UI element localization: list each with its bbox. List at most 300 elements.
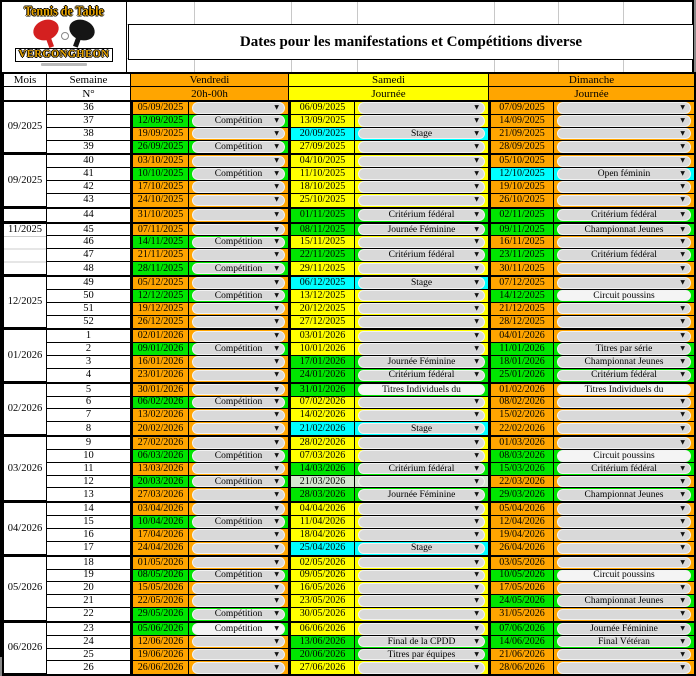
dropdown-arrow-icon[interactable]: ▼ [274,251,279,259]
vendredi-event-dropdown[interactable] [192,277,285,289]
dimanche-event-dropdown[interactable] [557,156,691,168]
samedi-event-dropdown[interactable] [358,516,485,528]
vendredi-event-dropdown[interactable] [192,463,285,475]
vendredi-date-cell: 03/04/2026 [131,503,189,516]
dimanche-event-dropdown[interactable] [557,343,691,355]
vendredi-event-dropdown[interactable] [192,529,285,541]
dimanche-event-dropdown[interactable] [557,463,691,475]
samedi-event-dropdown[interactable] [358,570,485,582]
dropdown-arrow-icon[interactable]: ▼ [474,451,479,459]
vendredi-event-dropdown[interactable] [192,263,285,275]
dropdown-arrow-icon[interactable]: ▼ [274,278,279,286]
vendredi-event-dropdown[interactable] [192,181,285,193]
dimanche-event-dropdown[interactable] [557,115,691,127]
vendredi-event-dropdown[interactable] [192,370,285,382]
samedi-event-dropdown[interactable] [358,209,485,221]
samedi-event-cell [355,224,489,237]
dropdown-arrow-icon[interactable]: ▼ [474,264,479,272]
samedi-event-dropdown[interactable] [358,115,485,127]
vendredi-event-dropdown[interactable] [192,623,285,635]
dimanche-event-dropdown[interactable] [557,489,691,501]
samedi-event-dropdown[interactable] [358,609,485,621]
samedi-event-dropdown[interactable] [358,181,485,193]
dropdown-arrow-icon[interactable]: ▼ [274,558,279,566]
dimanche-date-cell: 19/04/2026 [489,529,554,542]
samedi-event-dropdown[interactable] [358,476,485,488]
vendredi-event-dropdown[interactable] [192,128,285,140]
vendredi-event-dropdown[interactable] [192,343,285,355]
dropdown-arrow-icon[interactable]: ▼ [680,317,685,325]
dropdown-arrow-icon[interactable]: ▼ [680,424,685,432]
dropdown-arrow-icon[interactable]: ▼ [274,398,279,406]
dropdown-arrow-icon[interactable]: ▼ [474,103,479,111]
dropdown-arrow-icon[interactable]: ▼ [274,517,279,525]
dropdown-arrow-icon[interactable]: ▼ [474,571,479,579]
samedi-event-dropdown[interactable] [358,343,485,355]
dimanche-event-cell [554,356,694,369]
vendredi-event-dropdown[interactable] [192,489,285,501]
samedi-event-dropdown[interactable] [358,529,485,541]
dropdown-arrow-icon[interactable]: ▼ [680,225,685,233]
dimanche-event-dropdown[interactable] [557,331,691,343]
dimanche-event-dropdown[interactable] [557,141,691,153]
dropdown-arrow-icon[interactable]: ▼ [680,398,685,406]
dropdown-arrow-icon[interactable]: ▼ [680,624,685,632]
event-label: Compétition [214,450,263,461]
vendredi-event-dropdown[interactable] [192,141,285,153]
vendredi-event-dropdown[interactable] [192,115,285,127]
samedi-date-cell: 15/11/2025 [289,236,355,249]
dropdown-arrow-icon[interactable]: ▼ [474,225,479,233]
dropdown-arrow-icon[interactable]: ▼ [274,344,279,352]
dimanche-event-dropdown[interactable] [557,224,691,236]
dropdown-arrow-icon[interactable]: ▼ [680,637,685,645]
samedi-event-dropdown[interactable] [358,102,485,114]
dropdown-arrow-icon[interactable]: ▼ [274,142,279,150]
dropdown-arrow-icon[interactable]: ▼ [274,624,279,632]
samedi-event-dropdown[interactable] [358,595,485,607]
samedi-event-dropdown[interactable] [358,662,485,674]
dropdown-arrow-icon[interactable]: ▼ [274,424,279,432]
month-cell [4,209,47,222]
dropdown-arrow-icon[interactable]: ▼ [474,558,479,566]
dropdown-arrow-icon[interactable]: ▼ [474,530,479,538]
dropdown-arrow-icon[interactable]: ▼ [274,317,279,325]
vendredi-event-dropdown[interactable] [192,450,285,462]
dropdown-arrow-icon[interactable]: ▼ [474,610,479,618]
dropdown-arrow-icon[interactable]: ▼ [274,196,279,204]
samedi-event-cell [355,503,489,516]
dropdown-arrow-icon[interactable]: ▼ [274,451,279,459]
dropdown-arrow-icon[interactable]: ▼ [274,571,279,579]
dropdown-arrow-icon[interactable]: ▼ [274,505,279,513]
samedi-event-dropdown[interactable] [358,290,485,302]
dropdown-arrow-icon[interactable]: ▼ [274,264,279,272]
week-number-cell: 51 [47,303,131,316]
vendredi-event-dropdown[interactable] [192,516,285,528]
dropdown-arrow-icon[interactable]: ▼ [474,196,479,204]
dropdown-arrow-icon[interactable]: ▼ [274,637,279,645]
dropdown-arrow-icon[interactable]: ▼ [474,637,479,645]
dimanche-event-dropdown[interactable] [557,397,691,409]
vendredi-date-cell: 05/06/2026 [131,623,189,636]
dropdown-arrow-icon[interactable]: ▼ [274,116,279,124]
vendredi-event-dropdown[interactable] [192,209,285,221]
dimanche-event-dropdown[interactable] [557,437,691,449]
vendredi-date-cell: 15/05/2026 [131,582,189,595]
samedi-event-dropdown[interactable] [358,370,485,382]
dimanche-event-dropdown[interactable] [557,277,691,289]
samedi-event-dropdown[interactable] [358,636,485,648]
dropdown-arrow-icon[interactable]: ▼ [274,438,279,446]
dimanche-event-dropdown[interactable] [557,384,691,396]
vendredi-event-dropdown[interactable] [192,102,285,114]
samedi-event-dropdown[interactable] [358,649,485,661]
dropdown-arrow-icon[interactable]: ▼ [274,584,279,592]
dimanche-event-dropdown[interactable] [557,303,691,315]
week-number-cell: 20 [47,582,131,595]
dropdown-arrow-icon[interactable]: ▼ [474,304,479,312]
dimanche-event-dropdown[interactable] [557,557,691,569]
dropdown-arrow-icon[interactable]: ▼ [474,238,479,246]
vendredi-date-cell: 07/11/2025 [131,224,189,237]
dimanche-event-dropdown[interactable] [557,623,691,635]
vendredi-event-dropdown[interactable] [192,583,285,595]
samedi-event-cell [355,476,489,489]
week-number-cell: 38 [47,128,131,141]
dropdown-arrow-icon[interactable]: ▼ [474,182,479,190]
dropdown-arrow-icon[interactable]: ▼ [274,385,279,393]
dropdown-arrow-icon[interactable]: ▼ [680,596,685,604]
dimanche-event-dropdown[interactable] [557,195,691,207]
samedi-event-dropdown[interactable] [358,331,485,343]
dropdown-arrow-icon[interactable]: ▼ [274,371,279,379]
samedi-event-dropdown[interactable] [358,557,485,569]
dimanche-date-cell: 15/02/2026 [489,409,554,422]
vendredi-date-cell: 20/03/2026 [131,476,189,489]
samedi-event-dropdown[interactable] [358,303,485,315]
dropdown-arrow-icon[interactable]: ▼ [680,544,685,552]
dropdown-arrow-icon[interactable]: ▼ [680,129,685,137]
dimanche-event-dropdown[interactable] [557,370,691,382]
vendredi-event-dropdown[interactable] [192,476,285,488]
dropdown-arrow-icon[interactable]: ▼ [474,624,479,632]
dropdown-arrow-icon[interactable]: ▼ [680,650,685,658]
dropdown-arrow-icon[interactable]: ▼ [680,411,685,419]
dropdown-arrow-icon[interactable]: ▼ [274,411,279,419]
dropdown-arrow-icon[interactable]: ▼ [274,157,279,165]
vendredi-event-cell [189,542,289,555]
dropdown-arrow-icon[interactable]: ▼ [680,103,685,111]
samedi-event-dropdown[interactable] [358,263,485,275]
samedi-event-dropdown[interactable] [358,463,485,475]
dropdown-arrow-icon[interactable]: ▼ [274,129,279,137]
samedi-event-dropdown[interactable] [358,503,485,515]
vendredi-event-dropdown[interactable] [192,384,285,396]
samedi-event-dropdown[interactable] [358,156,485,168]
dimanche-event-cell [554,661,694,674]
dimanche-event-dropdown[interactable] [557,450,691,462]
samedi-event-dropdown[interactable] [358,543,485,555]
dropdown-arrow-icon[interactable]: ▼ [274,477,279,485]
dimanche-date-cell: 14/12/2025 [489,290,554,303]
dropdown-arrow-icon[interactable]: ▼ [474,357,479,365]
samedi-event-dropdown[interactable] [358,356,485,368]
vendredi-event-dropdown[interactable] [192,303,285,315]
dropdown-arrow-icon[interactable]: ▼ [474,490,479,498]
dimanche-event-dropdown[interactable] [557,237,691,249]
dropdown-arrow-icon[interactable]: ▼ [274,490,279,498]
dimanche-event-dropdown[interactable] [557,290,691,302]
samedi-event-dropdown[interactable] [358,423,485,435]
dropdown-arrow-icon[interactable]: ▼ [680,663,685,671]
dimanche-event-cell [554,102,694,115]
vendredi-event-dropdown[interactable] [192,437,285,449]
dropdown-arrow-icon[interactable]: ▼ [274,530,279,538]
dimanche-event-dropdown[interactable] [557,476,691,488]
vendredi-date-cell: 12/09/2025 [131,115,189,128]
samedi-date-cell: 07/02/2026 [289,397,355,410]
dropdown-arrow-icon[interactable]: ▼ [680,157,685,165]
dropdown-arrow-icon[interactable]: ▼ [274,103,279,111]
dropdown-arrow-icon[interactable]: ▼ [474,411,479,419]
dropdown-arrow-icon[interactable]: ▼ [474,278,479,286]
vendredi-event-dropdown[interactable] [192,224,285,236]
dimanche-event-dropdown[interactable] [557,423,691,435]
dimanche-event-dropdown[interactable] [557,168,691,180]
samedi-event-dropdown[interactable] [358,397,485,409]
dropdown-arrow-icon[interactable]: ▼ [474,371,479,379]
dropdown-arrow-icon[interactable]: ▼ [680,558,685,566]
dropdown-arrow-icon[interactable]: ▼ [680,464,685,472]
samedi-event-dropdown[interactable] [358,384,485,396]
week-number-cell: 26 [47,661,131,674]
dropdown-arrow-icon[interactable]: ▼ [474,157,479,165]
dropdown-arrow-icon[interactable]: ▼ [680,116,685,124]
dropdown-arrow-icon[interactable]: ▼ [474,317,479,325]
dimanche-event-dropdown[interactable] [557,503,691,515]
dropdown-arrow-icon[interactable]: ▼ [680,238,685,246]
vendredi-event-cell [189,141,289,154]
samedi-event-dropdown[interactable] [358,450,485,462]
vendredi-event-dropdown[interactable] [192,410,285,422]
dropdown-arrow-icon[interactable]: ▼ [274,610,279,618]
dropdown-arrow-icon[interactable]: ▼ [680,477,685,485]
dropdown-arrow-icon[interactable]: ▼ [274,169,279,177]
vendredi-event-dropdown[interactable] [192,570,285,582]
dropdown-arrow-icon[interactable]: ▼ [474,116,479,124]
vendredi-date-cell: 27/02/2026 [131,437,189,450]
dropdown-arrow-icon[interactable]: ▼ [274,357,279,365]
dropdown-arrow-icon[interactable]: ▼ [474,663,479,671]
dimanche-event-dropdown[interactable] [557,356,691,368]
samedi-event-dropdown[interactable] [358,623,485,635]
samedi-event-dropdown[interactable] [358,437,485,449]
dropdown-arrow-icon[interactable]: ▼ [474,517,479,525]
vendredi-event-dropdown[interactable] [192,290,285,302]
dimanche-event-dropdown[interactable] [557,263,691,275]
event-label: Compétition [214,237,263,248]
dropdown-arrow-icon[interactable]: ▼ [274,663,279,671]
dropdown-arrow-icon[interactable]: ▼ [474,291,479,299]
vendredi-event-dropdown[interactable] [192,662,285,674]
dropdown-arrow-icon[interactable]: ▼ [274,291,279,299]
samedi-event-dropdown[interactable] [358,249,485,261]
dropdown-arrow-icon[interactable]: ▼ [680,332,685,340]
dropdown-arrow-icon[interactable]: ▼ [474,505,479,513]
dimanche-event-dropdown[interactable] [557,595,691,607]
dropdown-arrow-icon[interactable]: ▼ [680,344,685,352]
event-label: Titres Individuels du [584,384,664,395]
dropdown-arrow-icon[interactable]: ▼ [474,129,479,137]
dropdown-arrow-icon[interactable]: ▼ [274,332,279,340]
dropdown-arrow-icon[interactable]: ▼ [474,650,479,658]
dropdown-arrow-icon[interactable]: ▼ [474,344,479,352]
week-number-cell: 9 [47,437,131,450]
vendredi-event-dropdown[interactable] [192,557,285,569]
dropdown-arrow-icon[interactable]: ▼ [474,210,479,218]
dimanche-event-dropdown[interactable] [557,410,691,422]
dropdown-arrow-icon[interactable]: ▼ [680,610,685,618]
vendredi-event-dropdown[interactable] [192,543,285,555]
dropdown-arrow-icon[interactable]: ▼ [474,169,479,177]
dropdown-arrow-icon[interactable]: ▼ [680,371,685,379]
dropdown-arrow-icon[interactable]: ▼ [680,505,685,513]
dimanche-event-dropdown[interactable] [557,636,691,648]
dropdown-arrow-icon[interactable]: ▼ [680,251,685,259]
dimanche-event-dropdown[interactable] [557,570,691,582]
dropdown-arrow-icon[interactable]: ▼ [680,264,685,272]
dimanche-event-cell [554,384,694,397]
dimanche-event-dropdown[interactable] [557,102,691,114]
dropdown-arrow-icon[interactable]: ▼ [680,304,685,312]
dropdown-arrow-icon[interactable]: ▼ [274,225,279,233]
dropdown-arrow-icon[interactable]: ▼ [680,196,685,204]
dropdown-arrow-icon[interactable]: ▼ [680,584,685,592]
vendredi-event-dropdown[interactable] [192,595,285,607]
vendredi-event-dropdown[interactable] [192,423,285,435]
dropdown-arrow-icon[interactable]: ▼ [680,142,685,150]
samedi-event-dropdown[interactable] [358,128,485,140]
vendredi-event-dropdown[interactable] [192,249,285,261]
dropdown-arrow-icon[interactable]: ▼ [474,398,479,406]
header-samedi: Samedi [289,74,489,87]
dropdown-arrow-icon[interactable]: ▼ [474,596,479,604]
vendredi-event-dropdown[interactable] [192,331,285,343]
vendredi-event-dropdown[interactable] [192,609,285,621]
dropdown-arrow-icon[interactable]: ▼ [680,438,685,446]
vendredi-event-dropdown[interactable] [192,636,285,648]
samedi-date-cell: 17/01/2026 [289,356,355,369]
dropdown-arrow-icon[interactable]: ▼ [680,169,685,177]
dimanche-event-dropdown[interactable] [557,516,691,528]
vendredi-event-dropdown[interactable] [192,649,285,661]
dropdown-arrow-icon[interactable]: ▼ [474,142,479,150]
event-label: Critérium fédéral [591,463,657,474]
paddles-icon [19,20,109,46]
vendredi-event-dropdown[interactable] [192,156,285,168]
samedi-event-cell [355,330,489,343]
dimanche-event-dropdown[interactable] [557,181,691,193]
dropdown-arrow-icon[interactable]: ▼ [680,182,685,190]
dropdown-arrow-icon[interactable]: ▼ [474,464,479,472]
samedi-event-dropdown[interactable] [358,277,485,289]
samedi-event-dropdown[interactable] [358,195,485,207]
dimanche-event-dropdown[interactable] [557,316,691,328]
week-number-cell: 48 [47,262,131,275]
dropdown-arrow-icon[interactable]: ▼ [474,424,479,432]
dropdown-arrow-icon[interactable]: ▼ [274,304,279,312]
dropdown-arrow-icon[interactable]: ▼ [274,182,279,190]
vendredi-event-dropdown[interactable] [192,397,285,409]
samedi-event-dropdown[interactable] [358,583,485,595]
vendredi-event-dropdown[interactable] [192,316,285,328]
dropdown-arrow-icon[interactable]: ▼ [274,544,279,552]
vendredi-date-cell: 17/10/2025 [131,181,189,194]
month-cell: 02/2026 [4,384,47,435]
vendredi-event-dropdown[interactable] [192,195,285,207]
samedi-event-dropdown[interactable] [358,141,485,153]
samedi-event-dropdown[interactable] [358,168,485,180]
dropdown-arrow-icon[interactable]: ▼ [474,477,479,485]
dropdown-arrow-icon[interactable]: ▼ [474,438,479,446]
samedi-event-dropdown[interactable] [358,316,485,328]
vendredi-event-dropdown[interactable] [192,503,285,515]
samedi-event-cell [355,303,489,316]
dropdown-arrow-icon[interactable]: ▼ [680,490,685,498]
samedi-event-dropdown[interactable] [358,237,485,249]
dropdown-arrow-icon[interactable]: ▼ [680,517,685,525]
dimanche-event-dropdown[interactable] [557,249,691,261]
vendredi-event-dropdown[interactable] [192,237,285,249]
dimanche-event-dropdown[interactable] [557,662,691,674]
vendredi-date-cell: 21/11/2025 [131,249,189,262]
samedi-event-dropdown[interactable] [358,410,485,422]
dropdown-arrow-icon[interactable]: ▼ [680,210,685,218]
dropdown-arrow-icon[interactable]: ▼ [274,210,279,218]
dropdown-arrow-icon[interactable]: ▼ [274,650,279,658]
dimanche-event-dropdown[interactable] [557,583,691,595]
dropdown-arrow-icon[interactable]: ▼ [474,251,479,259]
dropdown-arrow-icon[interactable]: ▼ [274,238,279,246]
vendredi-event-cell [189,168,289,181]
dimanche-event-dropdown[interactable] [557,609,691,621]
week-number-cell: 16 [47,529,131,542]
dropdown-arrow-icon[interactable]: ▼ [274,596,279,604]
dimanche-event-dropdown[interactable] [557,543,691,555]
dimanche-event-dropdown[interactable] [557,529,691,541]
event-label: Critérium fédéral [388,250,455,261]
samedi-event-dropdown[interactable] [358,489,485,501]
dropdown-arrow-icon[interactable]: ▼ [680,530,685,538]
dimanche-event-dropdown[interactable] [557,649,691,661]
vendredi-event-dropdown[interactable] [192,356,285,368]
dropdown-arrow-icon[interactable]: ▼ [680,357,685,365]
dropdown-arrow-icon[interactable]: ▼ [474,584,479,592]
dimanche-event-dropdown[interactable] [557,209,691,221]
month-group [2,275,696,330]
dropdown-arrow-icon[interactable]: ▼ [474,544,479,552]
dimanche-event-cell [554,168,694,181]
dimanche-date-cell: 04/01/2026 [489,330,554,343]
dropdown-arrow-icon[interactable]: ▼ [680,278,685,286]
dimanche-event-dropdown[interactable] [557,128,691,140]
dropdown-arrow-icon[interactable]: ▼ [274,464,279,472]
samedi-event-dropdown[interactable] [358,224,485,236]
vendredi-event-dropdown[interactable] [192,168,285,180]
dropdown-arrow-icon[interactable]: ▼ [474,332,479,340]
vendredi-date-cell: 01/05/2026 [131,557,189,570]
